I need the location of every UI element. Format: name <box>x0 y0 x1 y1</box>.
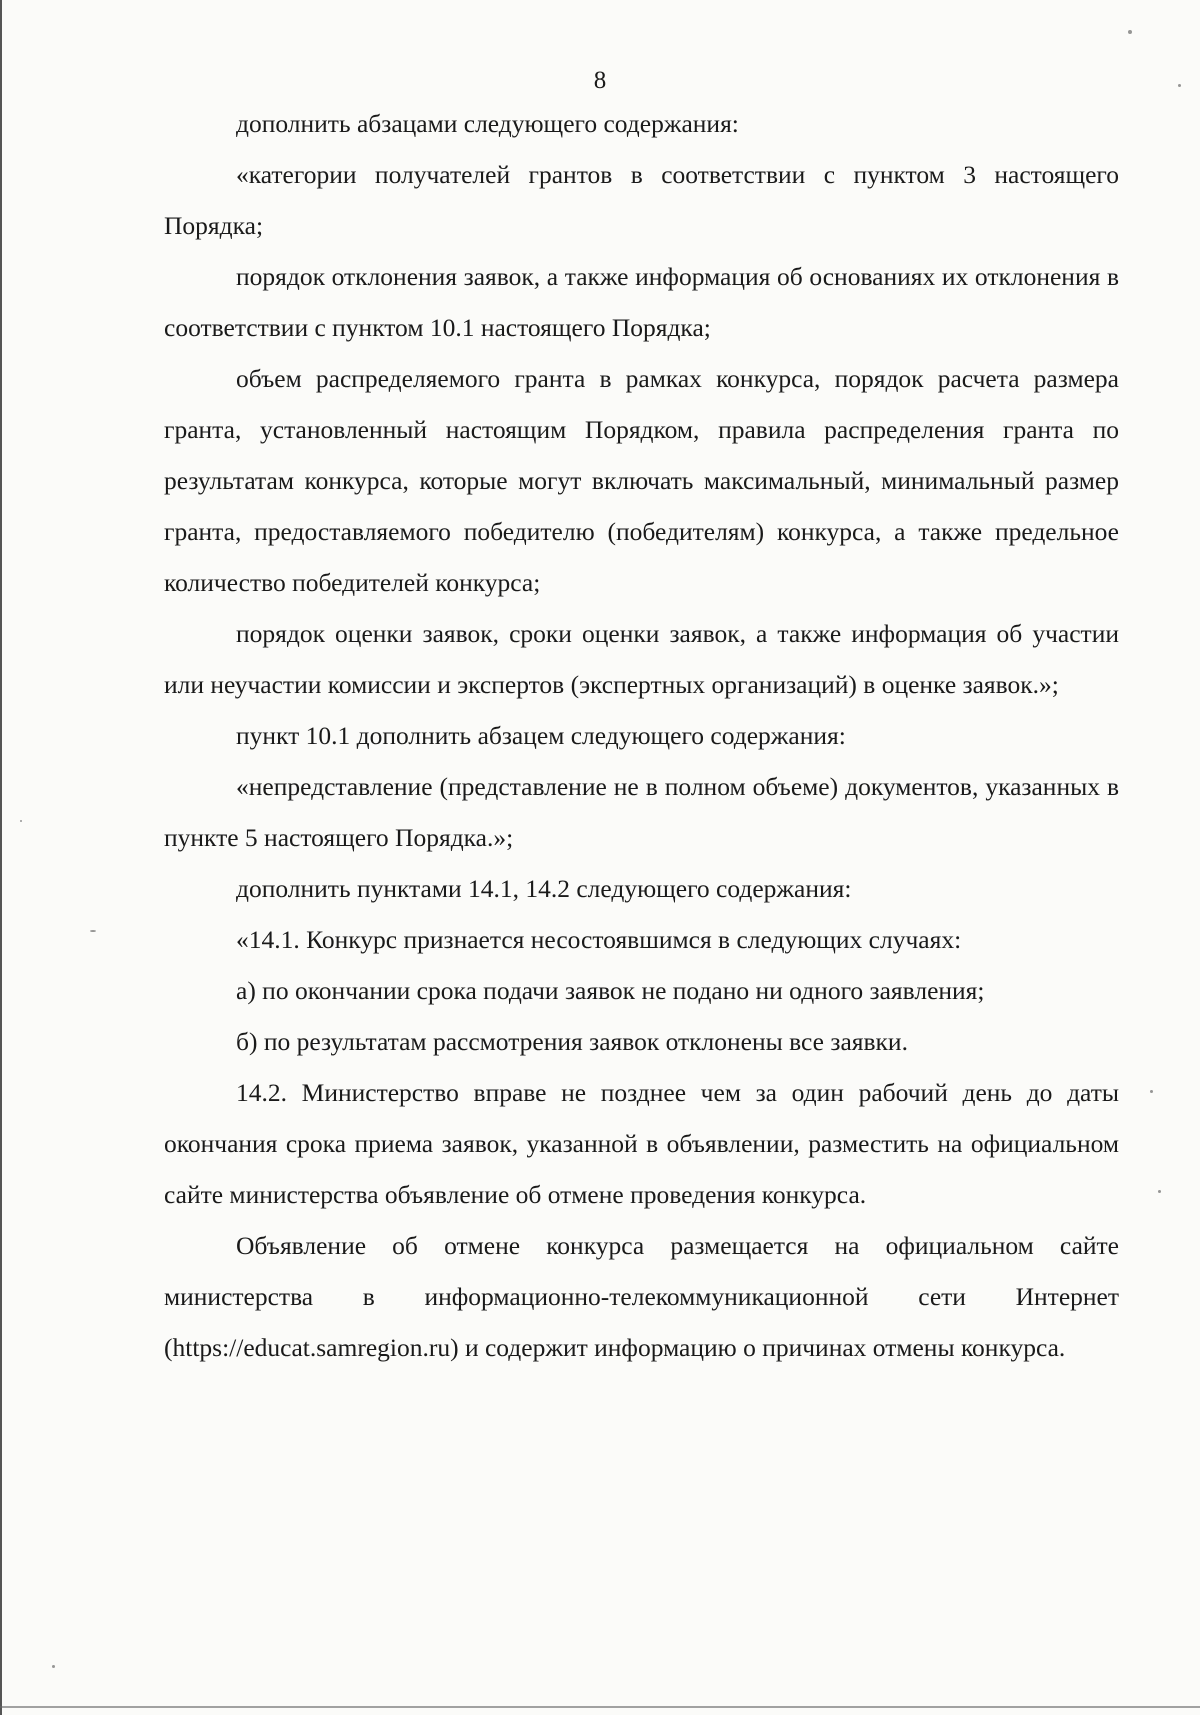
scan-speck <box>1128 30 1132 34</box>
scan-bottom-edge <box>0 1706 1200 1708</box>
scan-speck <box>1178 84 1181 87</box>
paragraph-12: 14.2. Министерство вправе не позднее чем за один рабочий день до даты окончания срока приема заявок, указанной в объявлении, разместить на официальном сайте министерства объявление об отмене проведения конкурса. <box>164 1078 1119 1209</box>
scan-left-edge <box>0 0 2 1715</box>
paragraph-2: «категории получателей грантов в соответствии с пунктом 3 настоящего Порядка; <box>164 160 1119 240</box>
paragraph-11: б) по результатам рассмотрения заявок отклонены все заявки. <box>236 1027 908 1056</box>
paragraph-4: объем распределяемого гранта в рамках конкурса, порядок расчета размера гранта, установленный настоящим Порядком, правила распределения гранта по результатам конкурса, которые могут включать максимальный, минимальный размер гранта, предоставляемого победителю (победителям) конкурса, а также предельное количество победителей конкурса; <box>164 364 1119 597</box>
paragraph-3: порядок отклонения заявок, а также информация об основаниях их отклонения в соответствии с пунктом 10.1 настоящего Порядка; <box>164 262 1119 342</box>
scan-speck <box>1158 1190 1161 1193</box>
paragraph-13: Объявление об отмене конкурса размещается на официальном сайте министерства в информационно-телекоммуникационной сети Интернет (https://educat.samregion.ru) и содержит информацию о причинах отмены конкурса. <box>164 1231 1119 1362</box>
paragraph-7: «непредставление (представление не в полном объеме) документов, указанных в пункте 5 настоящего Порядка.»; <box>164 772 1119 852</box>
scan-speck <box>1150 1090 1153 1093</box>
scan-speck <box>52 1665 55 1668</box>
paragraph-10: а) по окончании срока подачи заявок не подано ни одного заявления; <box>236 976 985 1005</box>
paragraph-1: дополнить абзацами следующего содержания: <box>236 109 739 138</box>
document-body <box>164 98 1119 1373</box>
scan-speck <box>20 820 22 822</box>
paragraph-5: порядок оценки заявок, сроки оценки заявок, а также информация об участии или неучастии комиссии и экспертов (экспертных организаций) в оценке заявок.»; <box>164 619 1119 699</box>
paragraph-9: «14.1. Конкурс признается несостоявшимся в следующих случаях: <box>236 925 962 954</box>
scan-speck <box>90 930 96 932</box>
paragraph-8: дополнить пунктами 14.1, 14.2 следующего содержания: <box>236 874 852 903</box>
paragraph-6: пункт 10.1 дополнить абзацем следующего содержания: <box>236 721 846 750</box>
page-number: 8 <box>593 67 607 94</box>
